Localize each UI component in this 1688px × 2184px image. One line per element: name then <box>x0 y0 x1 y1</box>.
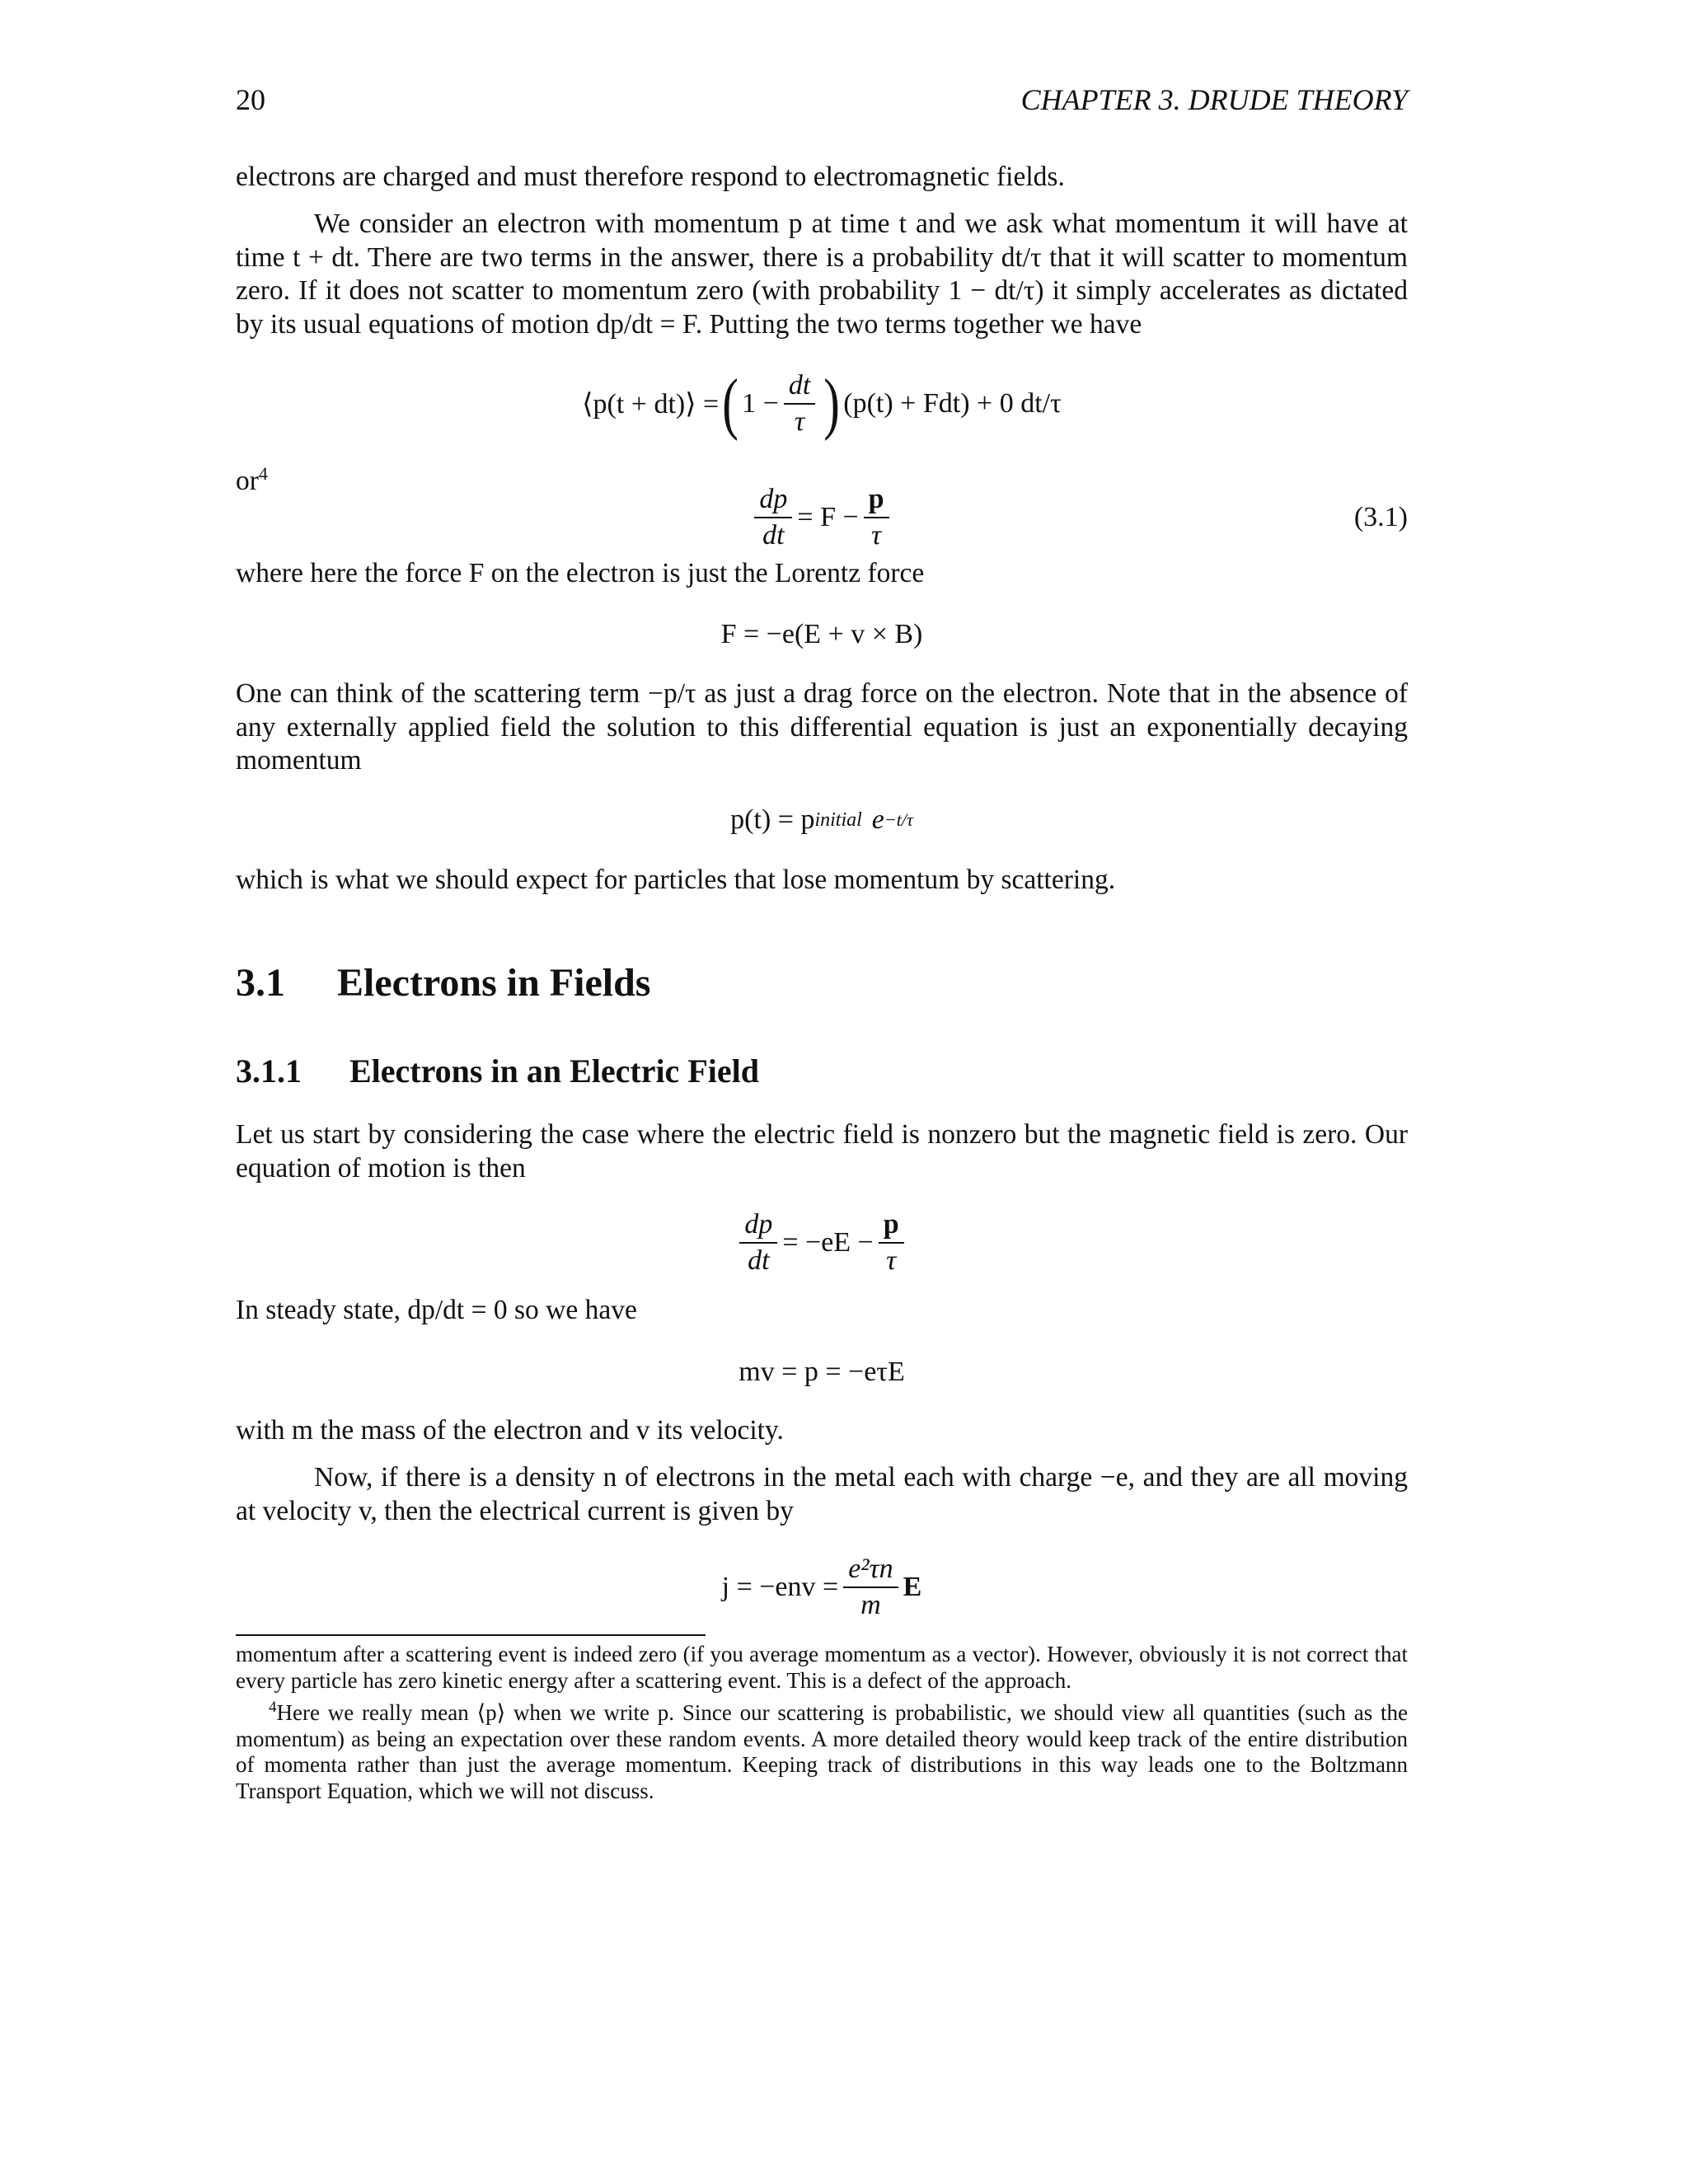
fraction-numerator: dp <box>754 484 792 518</box>
current-rhs: E <box>903 1571 922 1602</box>
footnote-4-text: Here we really mean ⟨p⟩ when we write p. Since our scattering is probabilistic, we should view all quantities (such as the momentum) as being an expectation over these random events. A more detailed theory would keep track of the entire distribution of momenta rather than just the average momentum. Keeping track of distributions in this way leads one to the Boltzmann Transport Equation, which we will not discuss. <box>236 1700 1408 1803</box>
equation-current <box>236 1548 1408 1626</box>
efield-middle: = −eE − <box>782 1226 874 1258</box>
fraction-denominator: τ <box>871 519 882 551</box>
equation-lorentz <box>236 614 1408 655</box>
steady-state: mv = p = −eτE <box>738 1357 905 1387</box>
section-title: Electrons in Fields <box>337 961 651 1005</box>
paragraph-2: We consider an electron with momentum p at time t and we ask what momentum it will have at time t + dt. There are two terms in the answer, there is a probability dt/τ that it will scatter to momentum zero. If it does not scatter to momentum zero (with probability 1 − dt/τ) it simply accelerates as dictated by its usual equations of motion dp/dt = F. Putting the two terms together we have <box>236 209 1408 340</box>
fraction-denominator: τ <box>794 406 805 437</box>
footnote-4-mark: 4 <box>269 1699 277 1716</box>
efield-right-fraction <box>879 1209 904 1277</box>
eq31-middle: = F − <box>797 501 859 532</box>
fraction-numerator: p <box>879 1209 904 1244</box>
section-heading-3-1 <box>236 960 650 1005</box>
eq-expect-fraction <box>784 370 815 438</box>
fraction-denominator: dt <box>748 1244 770 1276</box>
eq31-left-fraction <box>754 484 792 551</box>
equation-expectation <box>236 363 1408 445</box>
footnote-4 <box>236 1694 1408 1804</box>
paragraph-6: Let us start by considering the case where the electric field is nonzero but the magnetic field is zero. Our equation of motion is then <box>236 1119 1408 1183</box>
decay-lhs: p(t) = p <box>730 804 815 835</box>
decay-subscript: initial <box>814 808 862 831</box>
paragraph-1: electrons are charged and must therefore respond to electromagnetic fields. <box>236 162 1065 192</box>
paragraph-4: One can think of the scattering term −p/τ as just a drag force on the electron. Note that in the absence of any externally applied field the solution to this differential equation is just an exponentially decaying momentum <box>236 678 1408 776</box>
paragraph-5: which is what we should expect for particles that lose momentum by scattering. <box>236 865 1116 895</box>
paragraph-3: where here the force F on the electron is just the Lorentz force <box>236 558 925 588</box>
fraction-denominator: τ <box>886 1244 897 1276</box>
current-lhs: j = −env = <box>721 1571 839 1602</box>
fraction-numerator: p <box>864 484 889 518</box>
footnote-continued: momentum after a scattering event is indeed zero (if you average momentum as a vector). However, obviously it is not correct that every particle has zero kinetic energy after a scattering event. This is a defect of the approach. <box>236 1642 1408 1693</box>
left-paren: ( <box>722 365 738 442</box>
paragraph-8: with m the mass of the electron and v its velocity. <box>236 1415 784 1446</box>
chapter-title: CHAPTER 3. DRUDE THEORY <box>1020 83 1408 116</box>
paragraph-7: In steady state, dp/dt = 0 so we have <box>236 1295 637 1325</box>
efield-left-fraction <box>739 1209 777 1277</box>
equation-steady-state <box>236 1352 1408 1393</box>
section-number: 3.1 <box>236 961 285 1005</box>
running-head <box>236 82 1408 124</box>
fraction-numerator: dp <box>739 1209 777 1244</box>
current-fraction <box>843 1554 898 1621</box>
subsection-heading-3-1-1 <box>236 1052 759 1090</box>
equation-number: (3.1) <box>1353 501 1408 532</box>
footnote-mark-4: 4 <box>258 463 268 484</box>
lorentz-force: F = −e(E + v × B) <box>720 619 923 649</box>
footnote-rule <box>236 1634 706 1636</box>
decay-exponent: −t/τ <box>884 809 913 830</box>
decay-base: e <box>871 804 884 835</box>
equation-electric-field <box>236 1203 1408 1282</box>
subsection-title: Electrons in an Electric Field <box>349 1052 759 1090</box>
fraction-denominator: dt <box>762 519 785 551</box>
equation-3-1 <box>236 478 1408 556</box>
fraction-numerator: e²τn <box>843 1554 898 1588</box>
eq31-right-fraction <box>864 484 889 551</box>
equation-decay <box>236 795 1408 845</box>
eq-expect-rhs: (p(t) + Fdt) + 0 dt/τ <box>843 388 1062 419</box>
eq-expect-one-minus: 1 − <box>742 388 779 419</box>
fraction-numerator: dt <box>784 370 815 405</box>
page-number: 20 <box>236 83 265 116</box>
subsection-number: 3.1.1 <box>236 1052 302 1090</box>
or-text: or <box>236 466 259 497</box>
fraction-denominator: m <box>860 1589 881 1620</box>
eq-expect-lhs: ⟨p(t + dt)⟩ = <box>582 389 720 419</box>
right-paren: ) <box>823 365 841 442</box>
paragraph-9: Now, if there is a density n of electrons in the metal each with charge −e, and they are all moving at velocity v, then the electrical current is given by <box>236 1462 1408 1526</box>
